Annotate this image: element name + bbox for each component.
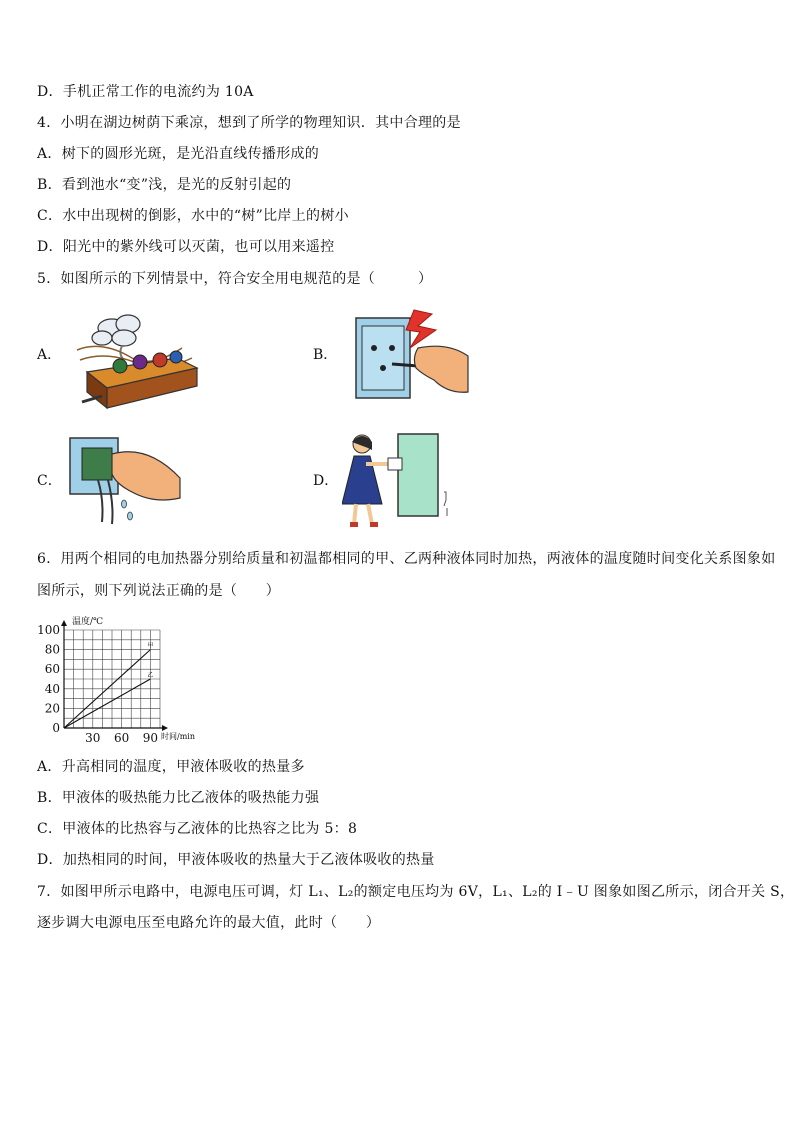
girl-using-tester-image — [342, 430, 460, 530]
q4-stem: 4．小明在湖边树荫下乘凉，想到了所学的物理知识．其中合理的是 — [37, 115, 461, 131]
q7-stem-line1: 7．如图甲所示电路中，电源电压可调，灯 L₁、L₂的额定电压均为 6V，L₁、L₂的 I﹣U 图象如图乙所示，闭合开关 S， — [37, 884, 794, 900]
q7-stem-line2: 逐步调大电源电压至电路允许的最大值，此时（ ） — [37, 915, 381, 931]
chart-xlabel: 时间/min — [161, 732, 195, 741]
q4-option-a: A．树下的圆形光斑，是光沿直线传播形成的 — [37, 146, 320, 162]
q5-stem: 5．如图所示的下列情景中，符合安全用电规范的是（ ） — [37, 271, 433, 287]
q6-stem-line1: 6．用两个相同的电加热器分别给质量和初温都相同的甲、乙两种液体同时加热，两液体的温度随时间变化关系图象如 — [37, 551, 776, 567]
q5-label-b: B． — [313, 347, 338, 363]
y-tick-label: 100 — [37, 623, 60, 637]
chart-ylabel: 温度/℃ — [72, 617, 104, 627]
q6-option-d: D．加热相同的时间，甲液体吸收的热量大于乙液体吸收的热量 — [37, 852, 435, 868]
x-axis-arrow — [162, 725, 168, 731]
q5-label-a: A． — [37, 347, 62, 363]
hand-in-socket-image — [352, 308, 472, 402]
q6-option-c: C．甲液体的比热容与乙液体的比热容之比为 5：8 — [37, 821, 358, 837]
x-tick-label: 60 — [113, 731, 130, 744]
chart-ticks — [37, 623, 158, 744]
q5-label-d: D． — [313, 473, 339, 489]
x-tick-label: 90 — [142, 731, 159, 744]
q4-option-c: C．水中出现树的倒影，水中的“树”比岸上的树小 — [37, 208, 349, 224]
y-tick-label: 40 — [44, 681, 60, 696]
q4-option-d: D．阳光中的紫外线可以灭菌，也可以用来遥控 — [37, 239, 335, 255]
chart-series — [64, 642, 153, 728]
q6-option-a: A．升高相同的温度，甲液体吸收的热量多 — [37, 759, 305, 775]
wet-hand-plug-image — [68, 434, 183, 526]
y-axis-arrow — [61, 620, 67, 626]
q3-option-d: D．手机正常工作的电流约为 10A — [37, 84, 254, 100]
q6-option-b: B．甲液体的吸热能力比乙液体的吸热能力强 — [37, 790, 320, 806]
series-line-2 — [64, 679, 150, 728]
y-tick-label: 80 — [44, 642, 60, 657]
y-tick-label: 0 — [52, 721, 60, 735]
q6-stem-line2: 图所示，则下列说法正确的是（ ） — [37, 583, 281, 599]
overloaded-power-strip-image — [72, 310, 202, 410]
q4-option-b: B．看到池水“变”浅，是光的反射引起的 — [37, 177, 292, 193]
series-label-2: 乙 — [147, 672, 154, 679]
y-tick-label: 60 — [44, 662, 60, 677]
temperature-time-chart — [30, 612, 210, 744]
x-tick-label: 30 — [85, 731, 101, 744]
y-tick-label: 20 — [44, 701, 60, 716]
series-label-1: 甲 — [147, 642, 154, 650]
q5-label-c: C． — [37, 473, 62, 489]
chart-grid — [64, 630, 160, 728]
